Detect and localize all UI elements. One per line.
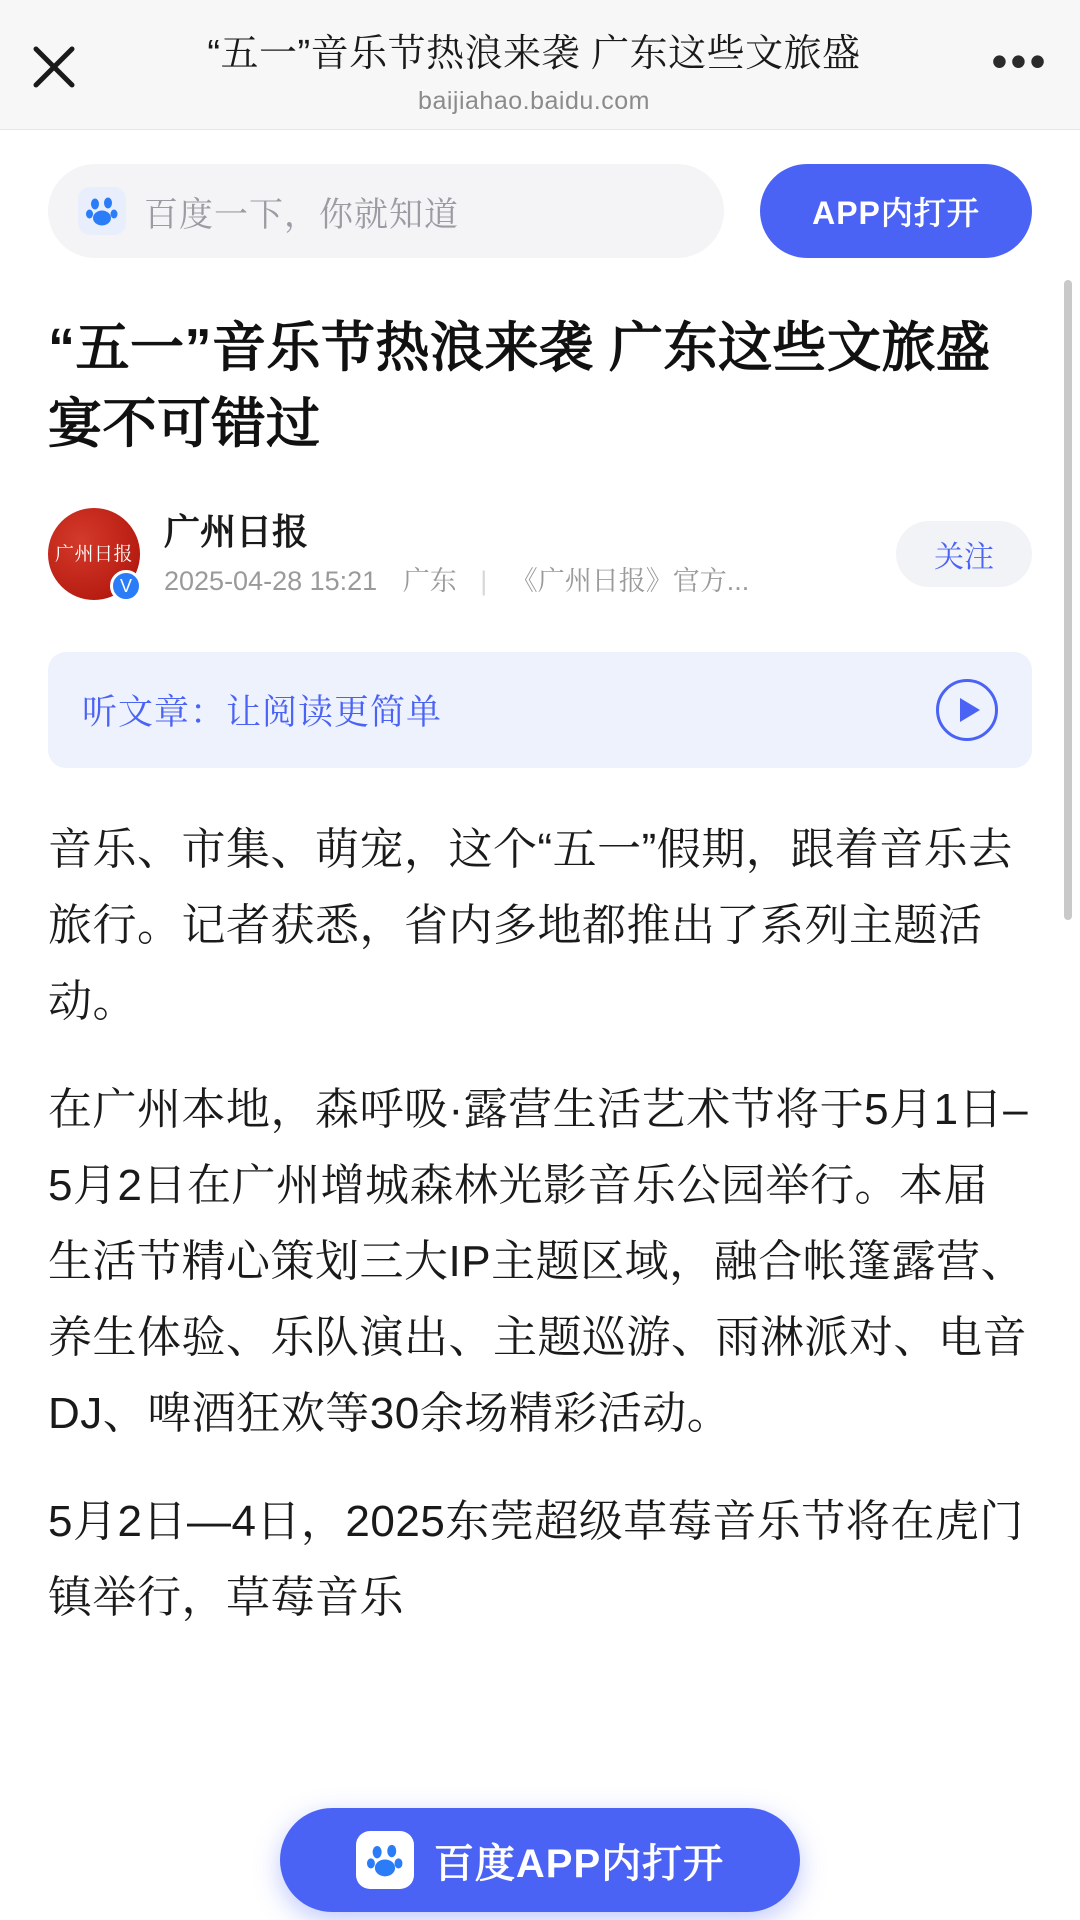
baidu-paw-icon bbox=[356, 1831, 414, 1889]
publish-location: 广东 bbox=[402, 566, 457, 596]
author-info[interactable] bbox=[164, 509, 876, 599]
close-icon bbox=[29, 42, 79, 92]
scrollbar[interactable] bbox=[1064, 280, 1072, 920]
avatar[interactable] bbox=[48, 508, 140, 600]
play-icon[interactable] bbox=[936, 679, 998, 741]
topbar-center bbox=[108, 28, 960, 120]
page-url: baijiahao.baidu.com bbox=[418, 87, 650, 115]
search-row bbox=[48, 130, 1032, 258]
author-description: 《广州日报》官方... bbox=[510, 566, 750, 596]
page-title: “五一”音乐节热浪来袭 广东这些文旅盛 bbox=[207, 33, 861, 75]
author-meta bbox=[164, 563, 876, 599]
article-paragraph: 音乐、市集、萌宠，这个“五一”假期，跟着音乐去旅行。记者获悉，省内多地都推出了系列主题活动。 bbox=[48, 825, 1013, 1026]
floating-button-label: 百度APP内打开 bbox=[433, 1841, 725, 1886]
follow-button[interactable]: 关注 bbox=[896, 521, 1032, 587]
open-in-app-button[interactable]: APP内打开 bbox=[760, 164, 1032, 258]
content-area bbox=[0, 130, 1080, 1920]
close-button[interactable] bbox=[0, 28, 108, 92]
listen-article-banner[interactable] bbox=[48, 652, 1032, 768]
article-body bbox=[48, 812, 1032, 1636]
article-headline: “五一”音乐节热浪来袭 广东这些文旅盛宴不可错过 bbox=[48, 318, 991, 454]
publish-date: 2025-04-28 15:21 bbox=[164, 566, 378, 596]
search-input[interactable] bbox=[48, 164, 724, 258]
avatar-image: 广州日报 bbox=[48, 508, 140, 600]
verified-badge-icon: V bbox=[110, 570, 142, 602]
author-name: 广州日报 bbox=[164, 511, 309, 552]
baidu-paw-icon bbox=[78, 187, 126, 235]
article-paragraph: 在广州本地，森呼吸·露营生活艺术节将于5月1日–5月2日在广州增城森林光影音乐公园举行。本届生活节精心策划三大IP主题区域，融合帐篷露营、养生体验、乐队演出、主题巡游、雨淋派对、电音DJ、啤酒狂欢等30余场精彩活动。 bbox=[48, 1085, 1029, 1438]
listen-article-label: 听文章：让阅读更简单 bbox=[82, 693, 443, 732]
search-placeholder: 百度一下，你就知道 bbox=[144, 195, 459, 234]
browser-topbar bbox=[0, 0, 1080, 130]
author-row bbox=[48, 508, 1032, 600]
more-options-button[interactable]: ••• bbox=[991, 35, 1049, 87]
article-paragraph: 5月2日—4日，2025东莞超级草莓音乐节将在虎门镇举行，草莓音乐 bbox=[48, 1497, 1024, 1622]
meta-divider: | bbox=[480, 566, 488, 596]
floating-open-in-app-button[interactable] bbox=[280, 1808, 800, 1912]
